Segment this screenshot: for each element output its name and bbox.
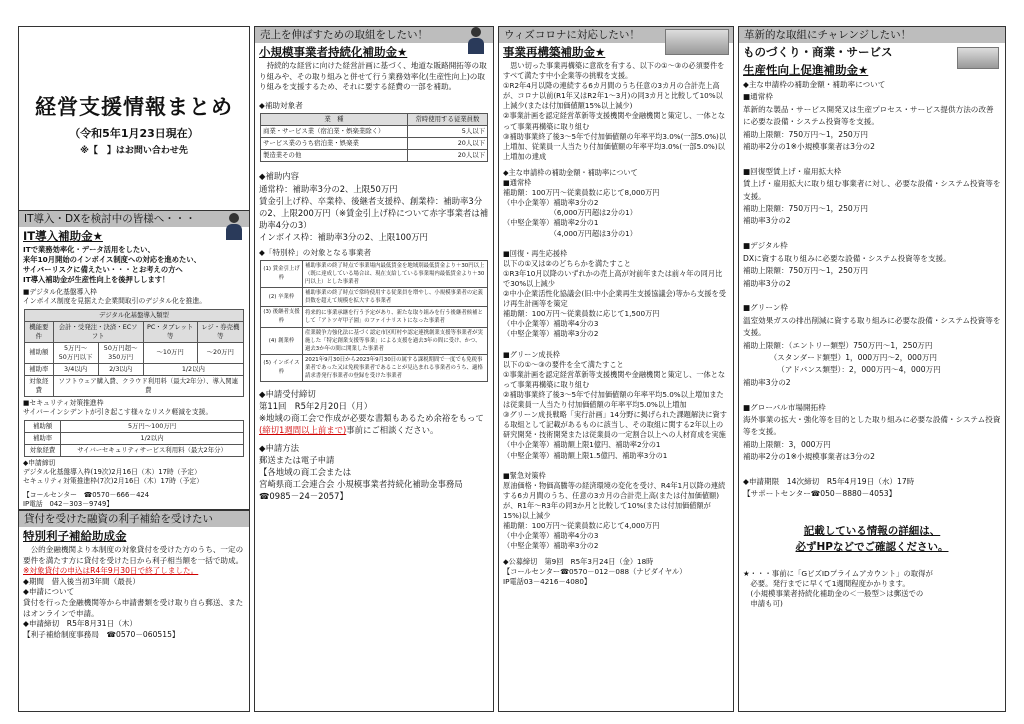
machine-equipment-icon [957,47,999,69]
jizoku-target-table: 業 種 常時使用する従業員数 商業・サービス業（宿泊業・娯楽業除く） 5人以下 サービス業のうち宿泊業・娯楽業 20人以下 製造業その他 20人以下 [260,113,488,162]
jizoku-method: ◆申請方法 郵送または電子申請 【各地域の商工会または 宮崎県商工会連合会 小規模事業者持続化補助金事務局 ☎0985－24－2057】 [259,443,463,502]
monozukuri-header: 革新的な取組にチャレンジしたい！ [739,27,1005,43]
it-security-table: 補助額 5万円～100万円 補助率 1/2以内 対象経費 サイバーセキュリティサービス利用料（最大2年分） [24,420,244,457]
restructure-header: ウィズコロナに対応したい！ [499,27,733,43]
it-lead: ITで業務効率化・データ活用をしたい、 来年10月開始のインボイス制度への対応を進めたい、 サイバーリスクに備えたい・・・とお考えの方へ IT導入補助金が生産性向上を後押しします！ [23,245,201,284]
gbiz-note: ★・・・事前に「GビズIDプライムアカウント」の取得が 必要。発行までに早くて1週間程度かかります。 (小規模事業者持続化補助金の＜一般型＞は郵送での 申請も可) [743,568,933,609]
it-digital-table: デジタル化基盤導入類型 機能要件 会計・受発注・決済・ECソフト PC・タブレット等 レジ・券売機等 補助額 5万円～ 50万円以下 50万円超～ 350万円 ～10万円 ～20万円 補助率 3/4以内 2/3以内 1/2以内 対象経費 ソフトウェア購入費、クラウド利用料（最大2年分）、導入関連費 [24,309,244,397]
page-date: （令和5年1月23日現在） [69,127,199,140]
interest-body: 公的金融機関より本制度の対象貸付を受けた方のうち、一定の要件を満たす方に貸付を受けた日から利子相当額を一括で助成。 [23,545,244,565]
it-digital-head: ■デジタル化基盤導入枠 インボイス制度を見据えた企業間取引のデジタル化を推進。 [23,288,207,306]
jizoku-target-head: ◆補助対象者 [259,100,303,110]
jizoku-special-table: (1) 賃金引上げ枠 補助事業の終了時点で事業場内最低賃金を地域別最低賃金より＋30円以上（既に達成している場合は、現在支給している事業場内最低賃金より＋30円以上）とした事業者 (2) 卒業枠 補助事業の終了時点で常時使用する従業員を増やし、小規模事業者の定義員数を超えて規模を拡大する事業者 (3) 後継者支援枠 将来的に事業承継を行う予定があり、新たな取り組みを行う後継者候補として「アトツギ甲子園」のファイナリストになった事業者 (4) 創業枠 産業競争力強化法に基づく認定市区町村や認定連携創業支援等事業者が実施した「特定創業支援等事業」による支援を過去3年の間に受け、かつ、過去3か年の間に開業した事業者 (5) インボイス枠 2021年9月30日から2023年9月30日の属する課税期間で一度でも免税事業者であった又は免税事業者であることが見込まれる事業者のうち、適格請求書発行事業者の登録を受けた事業者 [260,260,488,382]
interest-notice: ※対象貸付の申込はR4年9月30日で終了しました。 [23,566,199,576]
dtable-caption: デジタル化基盤導入類型 [25,309,244,321]
restructure-body: 思い切った事業再構築に意欲を有する、以下の①～③の必須要件をすべて満たす中小企業等の挑戦を支援。 ①R2年4月以降の連続する6カ月間のうち任意の3カ月の合計売上高が、コロナ以前(R1年又はR2年1～3月)の同3カ月と比較して10%以上減少(または付加価値額15%以上減少) ②事業計画を認定経営革新等支援機関や金融機関と策定し、一体となって事業再構築に取り組む ③補助事業終了後3～5年で付加価値額の年率平均3.0%(一部5.0%)以上増加、従業員一人当たり付加価値額の年率平均3.0%(一部5.0%)以上増加の達成 [503,61,727,161]
interest-rest: ◆期間 借入後当初3年間（最長） ◆申請について 貸付を行った金融機関等から申請書類を受け取り自ら郵送、またはオンラインで申請。 ◆申請締切 R5年8月31日（木） 【利子補給制度事務局 ☎0570－060515】 [23,576,244,639]
businesswoman-icon [225,213,243,241]
it-deadline: ◆申請締切 デジタル化基盤導入枠(19次)2月16日（木）17時（予定） セキュリティ対策推進枠(7次)2月16日（木）17時（予定） [23,458,204,486]
title-block [18,26,250,212]
restructure-types: ◆主な申請枠の補助金額・補助率について ■通常枠 補助額：100万円～従業員数に応じて8,000万円 （中小企業等）補助率3分の2 （6,000万円超は2分の1） （中堅企業等）補助率2分の1 （4,000万円超は3分の1） ■回復・再生応援枠 以下の①又は②のどちらかを満たすこと ①R3年10月以降のいずれかの売上高が対前年または前々年の同月比で30%以上減少 ②中小企業活性化協議会(旧:中小企業再生支援協議会)等から支援を受け再生計画等を策定 補助額：100万円～従業員数に応じて1,500万円 （中小企業等）補助率4分の3 （中堅企業等）補助率3分の2 ■グリーン成長枠 以下の①～③の要件を全て満たすこと ①事業計画を認定経営革新等支援機関や金融機関と策定し、一体となって事業再構築に取り組む ②補助事業終了後3～5年で付加価値額の年率平均5.0%以上増加または従業員一人当たり付加価値額の年率平均5.0%以上増加 ③グリーン成長戦略「実行計画」14分野に掲げられた課題解決に資する取組として記載があるものに該当し、その取組に関する2年以上の研究開発・技術開発または従業員の一定割合以上への人材育成を実施 （中小企業等）補助額上限1億円、補助率2分の1 （中堅企業等）補助額上限1.5億円、補助率3分の1 ■緊急対策枠 原油価格・物価高騰等の経済環境の変化を受け、R4年1月以降の連続する6カ月間のうち、任意の3カ月の合計売上高(または付加価値額)が、R1年～R3年の同3か月と比較して10%(または付加価値額が15%)以上減少 補助額：100万円～従業員数に応じて4,000万円 （中小企業等）補助率4分の3 （中堅企業等）補助率3分の2 [503,167,727,551]
page-title: 経営支援情報まとめ [35,95,233,119]
page-note: ※【 】はお問い合わせ先 [80,146,188,156]
it-section [18,210,250,510]
restructure-title: 事業再構築補助金★ [503,45,606,59]
jizoku-reception: ◆申請受付締切 第11回 R5年2月20日（月） ※地域の商工会で作成が必要な書類もあるため余裕をもって(締切1週間以上前まで)事前にご相談ください。 [259,389,484,436]
cta-note: 記載している情報の詳細は、 必ずHPなどでご確認ください。 [795,524,949,553]
interest-header: 貸付を受けた融資の利子補給を受けたい [19,511,249,527]
it-header: IT導入・DXを検討中の皆様へ・・・ [19,211,249,227]
it-contact: 【コールセンター ☎0570－666－424 IP電話 042－303－9749】 [23,490,150,509]
it-title: IT導入補助金★ [23,229,103,243]
column-jizoku [254,26,494,712]
jizoku-special-head: ◆「特別枠」の対象となる事業者 [259,247,372,257]
interest-title: 特別利子補給助成金 [23,529,127,543]
businessman-icon [467,27,485,55]
interest-section [18,510,250,712]
it-security-head: ■セキュリティ対策推進枠 サイバーインシデントが引き起こす様々なリスク軽減を支援。 [23,398,213,417]
column-restructure [498,26,734,712]
monozukuri-body: ◆主な申請枠の補助金額・補助率について ■通常枠 革新的な製品・サービス開発又は生産プロセス・サービス提供方法の改善に必要な設備・システム投資等を支援。 補助上限額：750万円～1，250万円 補助率2分の1※小規模事業者は3分の2 ■回復型賃上げ・雇用拡大枠 賃上げ・雇用拡大に取り組む事業者に対し、必要な設備・システム投資等を支援。 補助上限額：750万円～1，250万円 補助率3分の2 ■デジタル枠 DXに資する取り組みに必要な設備・システム投資等を支援。 補助上限額：750万円～1，250万円 補助率3分の2 ■グリーン枠 温室効果ガスの排出削減に資する取り組みに必要な設備・システム投資等を支援。 補助上限額：（エントリー類型）750万円～1，250万円 （スタンダード類型）1，000万円～2，000万円 （アドバンス類型）：2，000万円～4，000万円 補助率3分の2 ■グローバル市場開拓枠 海外事業の拡大・強化等を目的とした取り組みに必要な設備・システム投資等を支援。 補助上限額：3，000万円 補助率2分の1※小規模事業者は3分の2 ◆申請期限 14次締切 R5年4月19日（水）17時 【サポートセンター☎050－8880－4053】 [743,80,1001,499]
column-monozukuri [738,26,1006,712]
monozukuri-title-2: 生産性向上促進補助金★ [743,63,869,77]
factory-machine-icon [665,29,729,55]
jizoku-content: ◆補助内容 通常枠：補助率3分の2、上限50万円 賃金引上げ枠、卒業枠、後継者支援枠、創業枠：補助率3分の2、上限200万円（※賃金引上げ枠について赤字事業者は補助率4分の3） インボイス枠：補助率3分の2、上限100万円 [259,171,489,243]
reception-red: (締切1週間以上前まで) [259,425,347,436]
column-left [18,26,250,712]
jizoku-body: 持続的な経営に向けた経営計画に基づく、地道な販路開拓等の取り組みや、その取り組みと併せて行う業務効率化(生産性向上)の取り組みを支援するため、それに要する経費の一部を補助。 [259,61,487,92]
restructure-deadline: ◆公募締切 第9回 R5年3月24日（金）18時 【コールセンター☎0570－012－088（ナビダイヤル） IP電話03－4216－4080】 [503,556,687,586]
jizoku-header: 売上を伸ばすための取組をしたい！ [255,27,493,43]
monozukuri-title-1: ものづくり・商業・サービス [743,45,893,59]
jizoku-title: 小規模事業者持続化補助金★ [259,45,408,59]
